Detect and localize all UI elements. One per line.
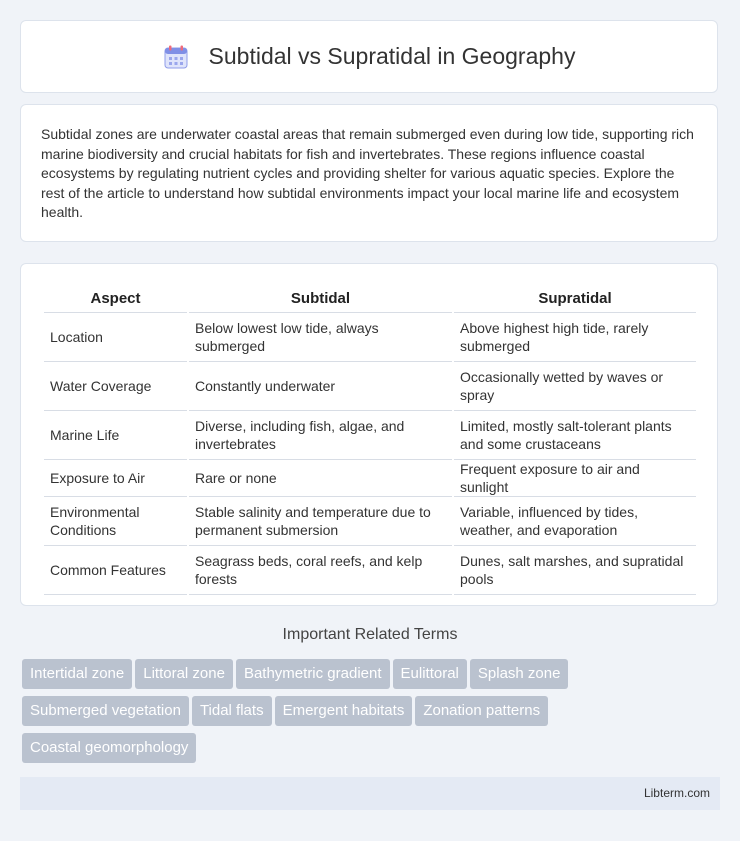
related-term-tag[interactable]: Eulittoral [393,659,467,689]
footer [20,777,720,810]
related-term-tag[interactable]: Tidal flats [192,696,272,726]
table-cell: Water Coverage [44,362,187,411]
table-cell: Frequent exposure to air and sunlight [454,460,696,497]
footer-site-link[interactable]: Libterm.com [643,786,710,800]
table-cell: Occasionally wetted by waves or spray [454,362,696,411]
table-cell: Location [44,313,187,362]
table-cell: Stable salinity and temperature due to permanent submersion [189,497,452,546]
intro-text: Subtidal zones are underwater coastal areas that remain submerged even during low tide, supporting rich marine biodiversity and crucial habitats for fish and invertebrates. These regions influence coastal ecosystems by regulating nutrient cycles and providing shelter for various aquatic species. Explore the rest of the article to understand how subtidal environments impact your local marine life and ecosystem health. [41,126,694,220]
table-row [44,411,696,460]
table-cell: Marine Life [44,411,187,460]
table-cell: Rare or none [189,460,452,497]
table-cell: Exposure to Air [44,460,187,497]
table-cell: Above highest high tide, rarely submerged [454,313,696,362]
intro-card [20,104,718,242]
related-terms-title: Important Related Terms [282,626,458,643]
table-row [44,497,696,546]
table-cell: Below lowest low tide, always submerged [189,313,452,362]
related-term-tag[interactable]: Submerged vegetation [22,696,189,726]
comparison-table [42,284,698,595]
header-card [20,20,718,93]
related-term-tag[interactable]: Bathymetric gradient [236,659,390,689]
related-term-tag[interactable]: Splash zone [470,659,569,689]
column-header-subtidal: Subtidal [189,284,452,313]
table-row [44,546,696,595]
comparison-card [20,263,718,606]
table-cell: Seagrass beds, coral reefs, and kelp forests [189,546,452,595]
table-cell: Diverse, including fish, algae, and invertebrates [189,411,452,460]
calendar-icon [163,44,189,70]
table-row [44,362,696,411]
page-title: Subtidal vs Supratidal in Geography [208,43,576,69]
column-header-supratidal: Supratidal [454,284,696,313]
related-term-tag[interactable]: Littoral zone [135,659,233,689]
table-row [44,313,696,362]
related-terms-list [22,659,722,770]
table-cell: Environmental Conditions [44,497,187,546]
table-cell: Common Features [44,546,187,595]
table-cell: Limited, mostly salt-tolerant plants and some crustaceans [454,411,696,460]
related-term-tag[interactable]: Zonation patterns [415,696,548,726]
related-term-tag[interactable]: Intertidal zone [22,659,132,689]
table-cell: Variable, influenced by tides, weather, and evaporation [454,497,696,546]
column-header-aspect: Aspect [44,284,187,313]
related-term-tag[interactable]: Emergent habitats [275,696,413,726]
table-cell: Dunes, salt marshes, and supratidal pools [454,546,696,595]
table-cell: Constantly underwater [189,362,452,411]
table-row [44,460,696,497]
related-term-tag[interactable]: Coastal geomorphology [22,733,196,763]
